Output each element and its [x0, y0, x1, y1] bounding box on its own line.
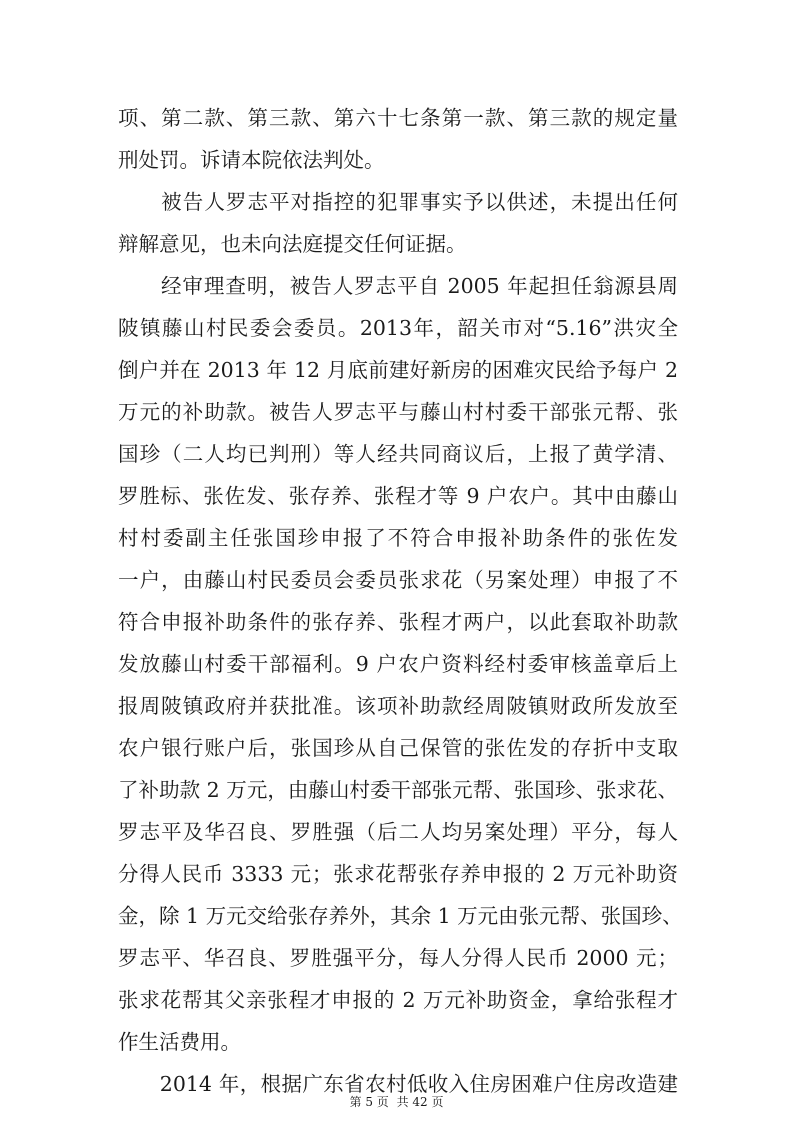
text-line: 金，除 1 万元交给张存养外，其余 1 万元由张元帮、张国珍、 — [118, 904, 683, 928]
text-line: 报周陂镇政府并获批准。该项补助款经周陂镇财政所发放至 — [118, 694, 678, 718]
text-line: 国珍（二人均已判刑）等人经共同商议后，上报了黄学清、 — [118, 442, 678, 466]
text-line: 经审理查明，被告人罗志平自 2005 年起担任翁源县周 — [118, 274, 678, 298]
text-line: 项、第二款、第三款、第六十七条第一款、第三款的规定量 — [118, 106, 678, 130]
text-line: 辩解意见，也未向法庭提交任何证据。 — [118, 232, 467, 256]
text-line: 罗志平、华召良、罗胜强平分，每人分得人民币 2000 元； — [118, 946, 678, 970]
text-line: 2014 年，根据广东省农村低收入住房困难户住房改造建 — [118, 1072, 678, 1096]
text-line: 作生活费用。 — [118, 1030, 241, 1054]
text-line: 罗志平及华召良、罗胜强（后二人均另案处理）平分，每人 — [118, 820, 678, 844]
text-line: 符合申报补助条件的张存养、张程才两户，以此套取补助款 — [118, 610, 678, 634]
text-line: 罗胜标、张佐发、张存养、张程才等 9 户农户。其中由藤山 — [118, 484, 678, 508]
text-line: 了补助款 2 万元，由藤山村委干部张元帮、张国珍、张求花、 — [118, 778, 678, 802]
page-number: 第 5 页 — [349, 1095, 389, 1109]
page-footer — [0, 1094, 793, 1110]
total-pages: 共 42 页 — [396, 1095, 444, 1109]
text-line: 张求花帮其父亲张程才申报的 2 万元补助资金，拿给张程才 — [118, 988, 678, 1012]
text-line: 村村委副主任张国珍申报了不符合申报补助条件的张佐发 — [118, 526, 678, 550]
text-line: 农户银行账户后，张国珍从自己保管的张佐发的存折中支取 — [118, 736, 678, 760]
text-line: 分得人民币 3333 元；张求花帮张存养申报的 2 万元补助资 — [118, 862, 678, 886]
text-line: 万元的补助款。被告人罗志平与藤山村村委干部张元帮、张 — [118, 400, 678, 424]
text-line: 倒户并在 2013 年 12 月底前建好新房的困难灾民给予每户 2 — [118, 358, 678, 382]
text-line: 陂镇藤山村民委会委员。2013年，韶关市对“5.16”洪灾全 — [118, 316, 678, 340]
text-line: 被告人罗志平对指控的犯罪事实予以供述，未提出任何 — [118, 190, 678, 214]
text-line: 刑处罚。诉请本院依法判处。 — [118, 148, 385, 172]
text-line: 发放藤山村委干部福利。9 户农户资料经村委审核盖章后上 — [118, 652, 678, 676]
text-line: 一户，由藤山村民委员会委员张求花（另案处理）申报了不 — [118, 568, 678, 592]
